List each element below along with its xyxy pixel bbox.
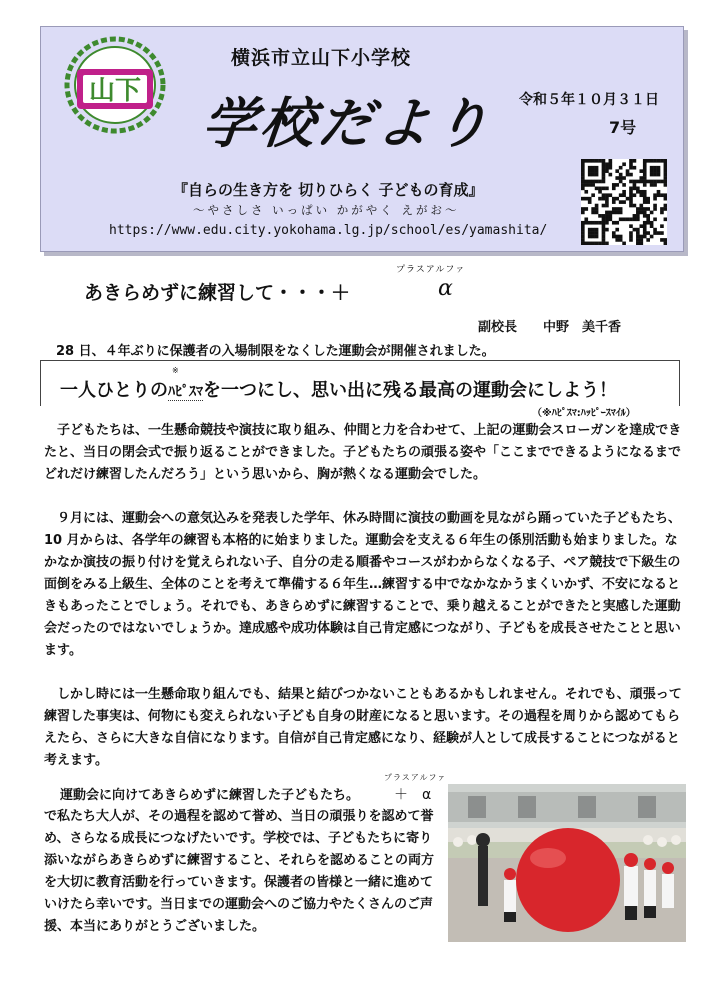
article-heading: あきらめずに練習して・・・＋ <box>84 282 351 304</box>
closing-first-line: 運動会に向けてあきらめずに練習した子どもたち。 <box>60 788 360 803</box>
newsletter-header <box>40 26 684 252</box>
heading-ruby: プラスアルファ <box>396 265 466 275</box>
school-name: 横浜市立山下小学校 <box>231 47 412 69</box>
slogan-hapisma: ﾊﾋﾟｽﾏ <box>168 384 203 400</box>
slogan-suffix: を一つにし、思い出に残る最高の運動会にしよう！ <box>203 380 617 401</box>
issue-date: 令和５年１０月３１日 <box>519 92 659 108</box>
closing-ruby: プラスアルファ <box>384 773 447 782</box>
closing-plus-alpha: ＋ α <box>394 787 432 803</box>
article-author: 副校長 中野 美千香 <box>478 320 622 335</box>
newsletter-title: 学校だより <box>199 92 496 155</box>
paragraph-1: 子どもたちは、一生懸命競技や演技に取り組み、仲間と力を合わせて、上記の運動会スローガンを達成できたと、当日の閉会式で振り返ることができました。子どもたちの頑張る姿や「ここまでできるようになるまでどれだけ練習したんだろう」という思いから、胸が熱くなる運動会でした。 <box>44 423 682 482</box>
school-motto: 『自らの生き方を 切りひらく 子どもの育成』 <box>173 181 484 199</box>
closing-paragraph: で私たち大人が、その過程を認めて誉め、当日の頑張りを認めて誉め、さらなる成長につなげたいです。学校では、子どもたちに寄り添いながらあきらめずに練習すること、それらを認めることの両方を大切に教育活動を行っていきます。保護者の皆様と一緒に進めていけたら幸いです。当日までの運動会へのご協力やたくさんのご声援、本当にありがとうございました。 <box>44 809 435 934</box>
sports-day-photo <box>448 784 686 942</box>
issue-number: 7号 <box>609 118 637 137</box>
qr-code-icon[interactable] <box>581 159 667 245</box>
school-sub-motto: ～やさしさ いっぱい かがやく えがお～ <box>193 203 460 217</box>
slogan-footnote: （※ﾊﾋﾟｽﾏ:ﾊｯﾋﾟｰｽﾏｲﾙ） <box>532 408 636 419</box>
svg-text:山下: 山下 <box>88 76 142 106</box>
slogan-prefix: 一人ひとりの <box>60 380 168 401</box>
article-intro: 28 日、４年ぶりに保護者の入場制限をなくした運動会が開催されました。 <box>56 344 495 359</box>
sports-day-slogan <box>60 376 617 402</box>
slogan-note-mark: ※ <box>172 366 179 375</box>
school-emblem-icon <box>63 35 167 135</box>
article-heading-alpha: α <box>438 276 453 301</box>
paragraph-2: ９月には、運動会への意気込みを発表した学年、休み時間に演技の動画を見ながら踊っていた子どもたち、10 月からは、各学年の練習も本格的に始まりました。運動会を支える６年生の係別活動も始まりました。なかなか演技の振り付けを覚えられない子、自分の走る順番やコースがわからなくなる子、ペア競技で下級生の面倒をみる上級生、全体のことを考えて準備する６年生…練習する中でなかなかうまくいかず、不安になるときもあったことでしょう。それでも、あきらめずに練習することで、乗り越えることができたと実感した運動会だったのではないでしょうか。達成感や成功体験は自己肯定感につながり、子どもを成長させたことと思います。 <box>44 511 682 658</box>
school-url-link[interactable]: https://www.edu.city.yokohama.lg.jp/school/es/yamashita/ <box>109 223 548 238</box>
paragraph-3: しかし時には一生懸命取り組んでも、結果と結びつかないこともあるかもしれません。それでも、頑張って練習した事実は、何物にも変えられない子ども自身の財産になると思います。その過程を周りから認めてもらえたら、さらに大きな自信になります。自信が自己肯定感になり、経験が人として成長することにつながると考えます。 <box>44 687 682 768</box>
